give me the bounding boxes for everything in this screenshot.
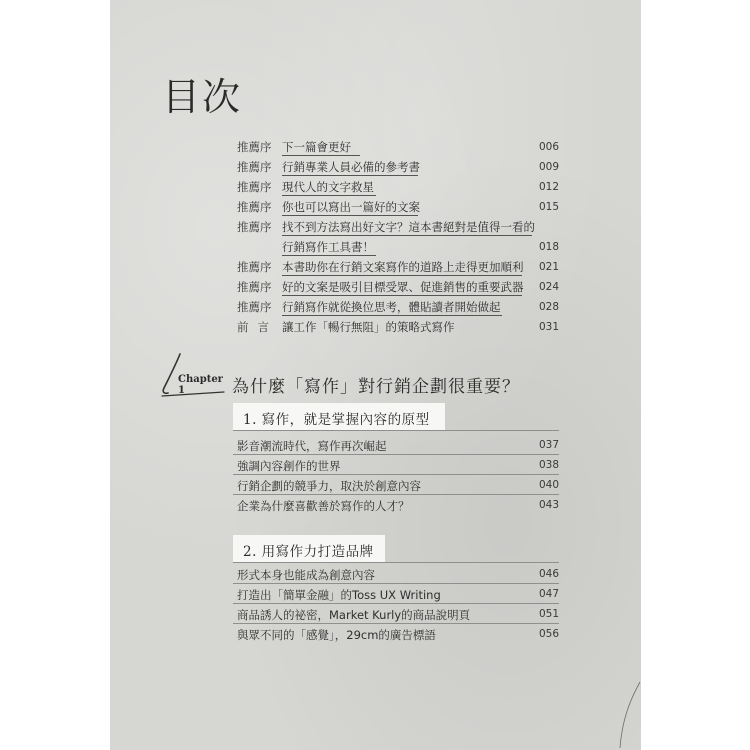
- section-item-page: 047: [538, 588, 559, 600]
- section-heading: [233, 535, 385, 563]
- chapter-badge: [158, 352, 228, 400]
- toc-underline: [282, 255, 376, 256]
- toc-underline: [282, 235, 532, 236]
- toc-entry-label: 推薦序: [237, 260, 272, 274]
- item-divider: [233, 454, 559, 455]
- item-divider: [233, 603, 559, 604]
- item-divider: [233, 623, 559, 624]
- toc-entry-text: 行銷寫作就從換位思考，體貼讀者開始做起: [282, 300, 501, 314]
- toc-underline: [282, 155, 360, 156]
- section-heading-text: 2. 用寫作力打造品牌: [243, 544, 374, 560]
- toc-title: 目次: [162, 75, 243, 119]
- toc-entry-page: 018: [538, 241, 559, 253]
- toc-entry-text: 下一篇會更好: [282, 140, 351, 154]
- toc-underline: [282, 175, 418, 176]
- toc-entry-label: 前言: [237, 320, 278, 334]
- item-divider: [233, 474, 559, 475]
- toc-underline: [282, 195, 376, 196]
- section-heading: [233, 403, 445, 431]
- toc-entry-label: 推薦序: [237, 180, 272, 194]
- toc-entry-page: 012: [538, 181, 559, 193]
- item-divider: [233, 583, 559, 584]
- toc-underline: [282, 215, 418, 216]
- toc-entry-text: 讓工作「暢行無阻」的策略式寫作: [282, 320, 455, 334]
- section-item-page: 056: [538, 628, 559, 640]
- section-divider: [233, 430, 559, 431]
- section-item-text: 打造出「簡單金融」的Toss UX Writing: [237, 588, 441, 602]
- section-item-text: 影音潮流時代，寫作再次崛起: [237, 439, 387, 453]
- toc-entry-label: 推薦序: [237, 140, 272, 154]
- toc-entry-text: 你也可以寫出一篇好的文案: [282, 200, 420, 214]
- section-item-page: 038: [538, 459, 559, 471]
- decorative-curve: [600, 680, 641, 750]
- toc-entry-text: 行銷寫作工具書！: [282, 240, 374, 254]
- section-item-text: 行銷企劃的競爭力，取決於創意內容: [237, 479, 421, 493]
- toc-entry-page: 015: [538, 201, 559, 213]
- toc-entry-text: 好的文案是吸引目標受眾、促進銷售的重要武器: [282, 280, 524, 294]
- toc-entry-text: 找不到方法寫出好文字？這本書絕對是值得一看的: [282, 220, 535, 234]
- toc-entry-label: 推薦序: [237, 200, 272, 214]
- section-item-page: 043: [538, 499, 559, 511]
- section-item-page: 037: [538, 439, 559, 451]
- item-divider: [233, 494, 559, 495]
- toc-entry-text: 現代人的文字救星: [282, 180, 374, 194]
- toc-entry-label: 推薦序: [237, 280, 272, 294]
- toc-entry-page: 028: [538, 301, 559, 313]
- section-heading-text: 1. 寫作，就是掌握內容的原型: [243, 412, 430, 428]
- section-item-page: 046: [538, 568, 559, 580]
- toc-entry-text: 行銷專業人員必備的參考書: [282, 160, 420, 174]
- toc-entry-label: 推薦序: [237, 220, 272, 234]
- toc-underline: [282, 295, 522, 296]
- section-item-text: 商品誘人的祕密，Market Kurly的商品說明頁: [237, 608, 471, 622]
- section-item-page: 051: [538, 608, 559, 620]
- toc-entry-page: 031: [538, 321, 559, 333]
- section-item-text: 強調內容創作的世界: [237, 459, 341, 473]
- toc-entry-page: 006: [538, 141, 559, 153]
- toc-underline: [282, 275, 522, 276]
- section-item-text: 企業為什麼喜歡善於寫作的人才？: [237, 499, 410, 513]
- chapter-number: Chapter 1: [178, 374, 223, 396]
- toc-entry-text: 本書助你在行銷文案寫作的道路上走得更加順利: [282, 260, 524, 274]
- section-item-text: 與眾不同的「感覺」，29cm的廣告標語: [237, 628, 436, 642]
- toc-entry-page: 021: [538, 261, 559, 273]
- toc-underline: [282, 315, 502, 316]
- toc-entry-label: 推薦序: [237, 160, 272, 174]
- section-item-text: 形式本身也能成為創意內容: [237, 568, 375, 582]
- toc-entry-page: 009: [538, 161, 559, 173]
- toc-entry-label: 推薦序: [237, 300, 272, 314]
- section-divider: [233, 562, 559, 563]
- section-item-page: 040: [538, 479, 559, 491]
- chapter-title: 為什麼「寫作」對行銷企劃很重要？: [232, 377, 520, 397]
- toc-entry-page: 024: [538, 281, 559, 293]
